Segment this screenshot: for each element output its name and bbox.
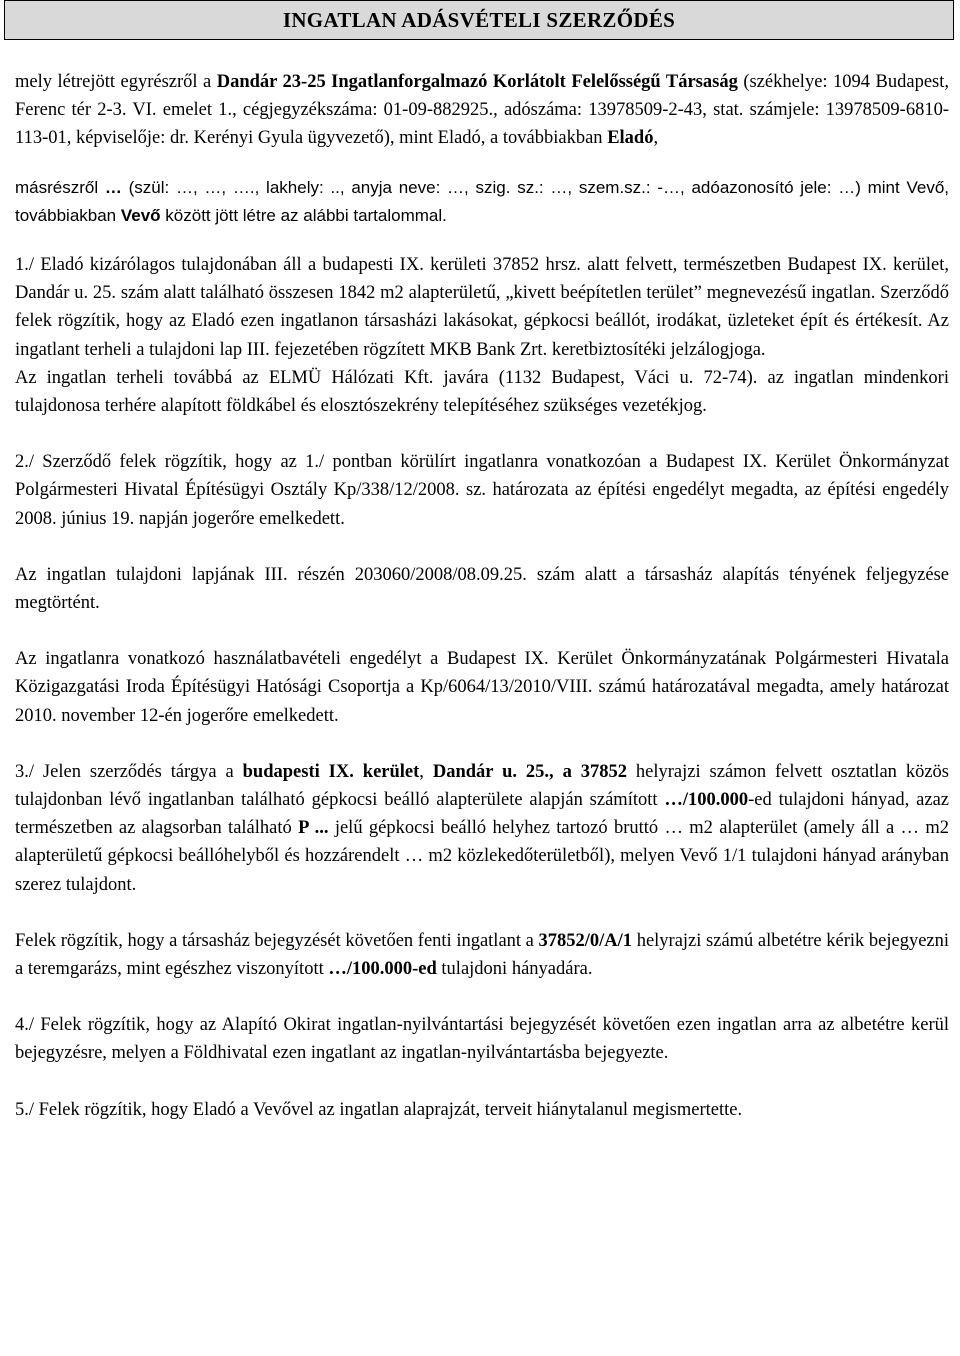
section-2-paragraph-2: Az ingatlan tulajdoni lapjának III. részén 203060/2008/08.09.25. szám alatt a társasház alapítás tényének feljegyzése megtörtént.	[15, 564, 949, 614]
seller-name: Dandár 23-25 Ingatlanforgalmazó Korlátolt Felelősségű Társaság	[216, 72, 738, 92]
title-box	[4, 0, 954, 40]
s3-bold-address: Dandár u. 25., a 37852	[432, 761, 627, 782]
section-2-paragraph-1: 2./ Szerződő felek rögzítik, hogy az 1./ pontban körülírt ingatlanra vonatkozóan a Budapest IX. Kerület Önkormányzat Polgármesteri Hivatal Építésügyi Osztály Kp/338/12/2008. sz. határozata az építési engedélyt megadta, az építési engedély 2008. június 19. napján jogerőre emelkedett.	[15, 452, 949, 529]
s3-bold-district: budapesti IX. kerület	[242, 761, 420, 782]
s3-text-3: helyrajzi számon felvett osztatlan közös tulajdonban lévő ingatlanban található gépkocsi beálló alapterülete alapján számított	[15, 761, 949, 811]
s3-text-1: 3./ Jelen szerződés tárgya a	[15, 761, 243, 782]
seller-role: Eladó	[607, 128, 654, 149]
buyer-role: Vevő	[120, 205, 161, 225]
s3-bold-parking: P ...	[298, 818, 329, 839]
section-5-paragraph: 5./ Felek rögzítik, hogy Eladó a Vevővel az ingatlan alaprajzát, terveit hiánytalanul megismertette.	[15, 1099, 743, 1120]
buyer-details: (szül: …, …, …., lakhely: .., anyja neve: …, szig. sz.: …, szem.sz.: -…, adóazonosító jele: …) mint Vevő, továbbiakban	[15, 177, 949, 225]
section-4-paragraph: 4./ Felek rögzítik, hogy az Alapító Okirat ingatlan-nyilvántartási bejegyzését követően ezen ingatlan arra az albetétre kerül bejegyzésre, melyen a Földhivatal ezen ingatlant az ingatlan-nyilvántartásba bejegyezte.	[15, 1015, 949, 1064]
buyer-intro: másrészről	[15, 177, 105, 197]
section-1-paragraph-2: Az ingatlan terheli továbbá az ELMÜ Hálózati Kft. javára (1132 Budapest, Váci u. 72-74). az ingatlan mindenkori tulajdonosa terhére alapított földkábel és elosztószekrény telepítéséhez szükséges vezetékjog.	[15, 367, 949, 417]
s3-text-5: jelű gépkocsi beálló helyhez tartozó bruttó … m2 alapterület (amely áll a … m2 alapterületű gépkocsi beállóhelyből és hozzárendelt … m2 közlekedőterületből), melyen Vevő 1/1 tulajdoni hányad arányban szerez tulajdont.	[15, 818, 949, 895]
seller-intro: mely létrejött egyrészről a	[15, 72, 217, 92]
document-body	[15, 68, 949, 1124]
section-3-paragraph-1	[15, 758, 949, 899]
s3-text-4: -ed tulajdoni hányad, azaz természetben az alagsorban található	[15, 790, 949, 839]
s3u-text-2: helyrajzi számú albetétre kérik bejegyezni a teremgarázs, mint egészhez viszonyított	[15, 930, 950, 980]
s3u-bold-parcel: 37852/0/A/1	[538, 930, 633, 951]
s3-bold-share: …/100.000	[664, 790, 749, 811]
s3u-text-1: Felek rögzítik, hogy a társasház bejegyzését követően fenti ingatlant a	[15, 930, 539, 951]
seller-paragraph	[15, 68, 949, 153]
section-1-paragraph-1: 1./ Eladó kizárólagos tulajdonában áll a budapesti IX. kerületi 37852 hrsz. alatt felvett, természetben Budapest IX. kerület, Dandár u. 25. szám alatt található összesen 1842 m2 alapterületű, „kivett beépítetlen terület” megnevezésű ingatlan. Szerződő felek rögzítik, hogy az Eladó ezen ingatlanon társasházi lakásokat, gépkocsi beállót, irodákat, üzleteket épít és értékesít. Az ingatlant terheli a tulajdoni lap III. fejezetében rögzített MKB Bank Zrt. keretbiztosítéki jelzálogjoga.	[15, 255, 949, 360]
seller-end: ,	[653, 128, 659, 149]
buyer-name-placeholder: …	[104, 177, 122, 197]
section-2-paragraph-3: Az ingatlanra vonatkozó használatbavételi engedélyt a Budapest IX. Kerület Önkormányzatának Polgármesteri Hivatala Közigazgatási Iroda Építésügyi Hatósági Csoportja a Kp/6064/13/2010/VIII. számú határozatával megadta, amely határozat 2010. november 12-én jogerőre emelkedett.	[15, 649, 949, 726]
buyer-end: között jött létre az alábbi tartalommal.	[160, 205, 447, 225]
section-3-paragraph-2	[15, 927, 949, 983]
buyer-paragraph	[15, 174, 949, 230]
seller-details: (székhelye: 1094 Budapest, Ferenc tér 2-3. VI. emelet 1., cégjegyzékszáma: 01-09-882925., adószáma: 13978509-2-43, stat. számjele: 13978509-6810-113-01, képviselője: dr. Kerényi Gyula ügyvezető), mint Eladó, a továbbiakban	[15, 72, 949, 149]
document-title: INGATLAN ADÁSVÉTELI SZERZŐDÉS	[282, 7, 676, 32]
s3u-bold-share: …/100.000-ed	[328, 959, 437, 980]
s3u-text-3: tulajdoni hányadára.	[436, 959, 593, 980]
s3-text-2: ,	[419, 761, 433, 782]
